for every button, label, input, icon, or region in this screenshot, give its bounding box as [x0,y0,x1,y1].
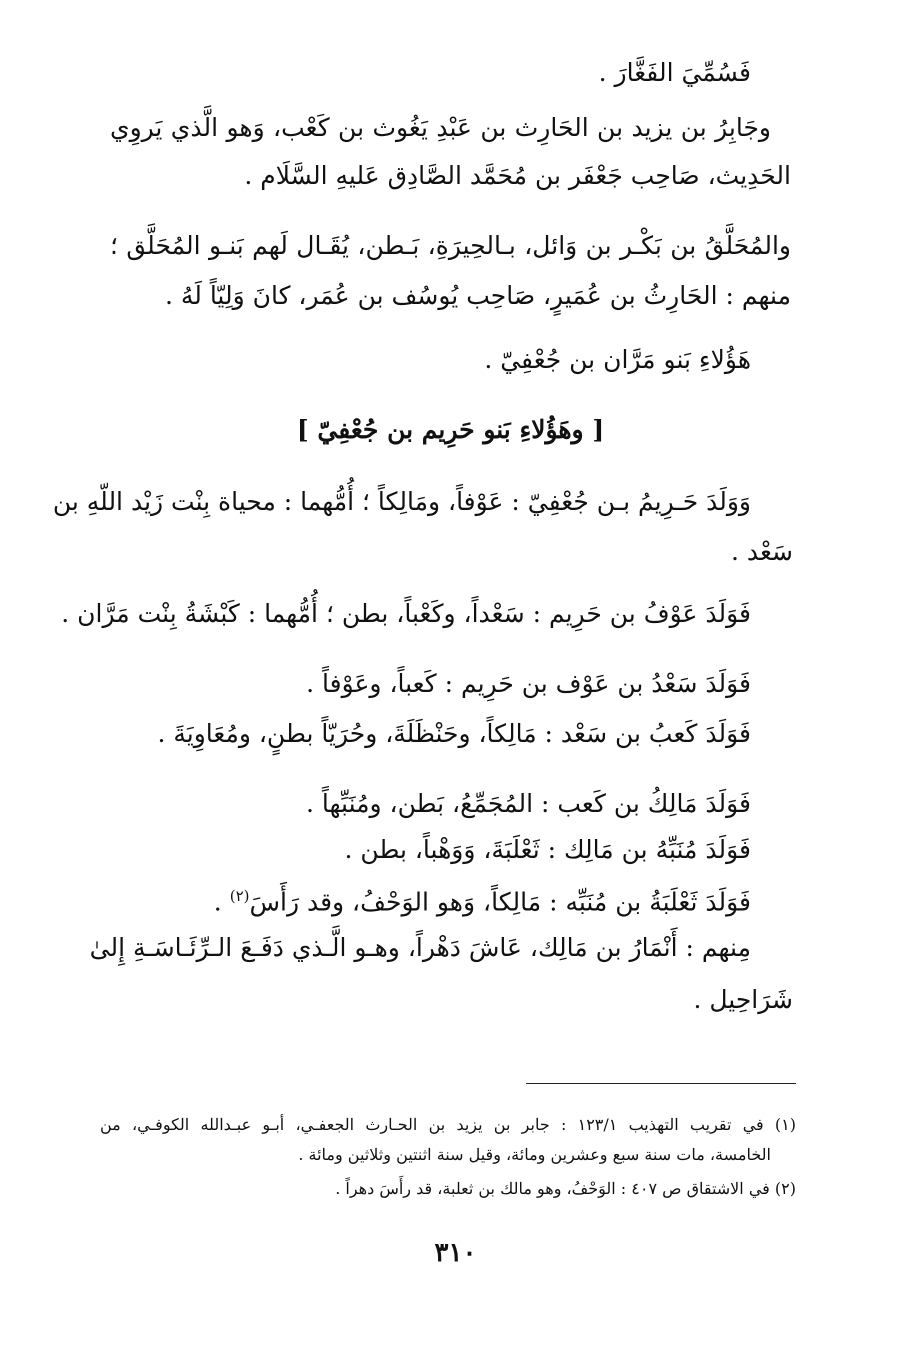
footnote-separator [526,1083,796,1084]
text-line-7: وَوَلَدَ حَـرِيمُ بـن جُعْفِيّ : عَوْفاً، ومَالِكاً ؛ أُمُّهما : محياة بِنْت زَيْد اللّهِ بن [52,487,751,516]
text-line-3: الحَدِيث، صَاحِب جَعْفَر بن مُحَمَّد الصَّادِق عَليهِ السَّلَام . [244,161,791,190]
text-line-1: فَسُمِّيَ الفَغَّارَ . [598,58,751,87]
text-line-11: فَوَلَدَ كَعبُ بن سَعْد : مَالِكاً، وحَنْظَلَةَ، وحُرَيّاً بطنٍ، ومُعَاوِيَةَ . [157,719,751,748]
text-line-9: فَوَلَدَ عَوْفُ بن حَرِيم : سَعْداً، وكَعْباً، بطن ؛ أُمُّهما : كَبْشَةُ بِنْت مَرَّان . [61,599,751,628]
text-line-12: فَوَلَدَ مَالِكُ بن كَعب : المُجَمِّعُ، بَطن، ومُنَبِّهاً . [306,789,751,818]
section-heading: [ وهَؤُلاءِ بَنو حَرِيم بن جُعْفِيّ ] [296,415,605,444]
text-line-8: سَعْد . [730,537,793,566]
footnote-1-line-1: (١) في تقريب التهذيب ١٢٣/١ : جابر بن يزيد بن الحـارث الجعفـي، أبـو عبـدالله الكوفـي، من [100,1115,796,1134]
text-line-4: والمُحَلَّقُ بن بَكْـر بن وَائل، بـالحِيرَةِ، بَـطن، يُقَـال لَهم بَنـو المُحَلَّق ؛ [110,231,791,260]
text-line-10: فَوَلَدَ سَعْدُ بن عَوْف بن حَرِيم : كَعباً، وعَوْفاً . [306,669,751,698]
text-line-5: منهم : الحَارِثُ بن عُمَيرٍ، صَاحِب يُوسُف بن عُمَر، كانَ وَلِيّاً لَهُ . [164,281,791,310]
text-line-16: شَرَاحِيل . [693,985,793,1014]
text-line-14-body: فَوَلَدَ ثَعْلَبَةُ بن مُنَبِّه : مَالِكاً، وَهو الوَحْفُ، وقد رَأَسَ [249,887,751,917]
page-number: ٣١٠ [434,1238,477,1268]
text-line-6: هَؤُلاءِ بَنو مَرَّان بن جُعْفِيّ . [484,345,751,374]
text-line-2: وجَابِرُ بن يزيد بن الحَارِث بن عَبْدِ يَغُوث بن كَعْب، وَهو الَّذي يَروِي [110,113,771,142]
footnote-marker-2: (٢) [229,887,250,905]
text-line-13: فَوَلَدَ مُنَبِّهُ بن مَالِك : ثَعْلَبَةَ، وَوَهْباً، بطن . [344,835,751,864]
footnote-2: (٢) في الاشتقاق ص ٤٠٧ : الوَحْفُ، وهو مالك بن ثعلبة، قد رأَسَ دهراً . [335,1179,796,1198]
footnote-1-line-2: الخامسة، مات سنة سبع وعشرين ومائة، وقيل سنة اثنتين وثلاثين ومائة . [298,1145,771,1164]
text-line-15: مِنهم : أَنْمَارُ بن مَالِك، عَاشَ دَهْراً، وهـو الَّـذي دَفَـعَ الـرِّئَـاسَـةِ إِلىٰ [89,933,751,962]
text-line-14: فَوَلَدَ ثَعْلَبَةُ بن مُنَبِّه : مَالِكاً، وَهو الوَحْفُ، وقد رَأَسَ$^{(٢)}$ . [213,887,751,917]
